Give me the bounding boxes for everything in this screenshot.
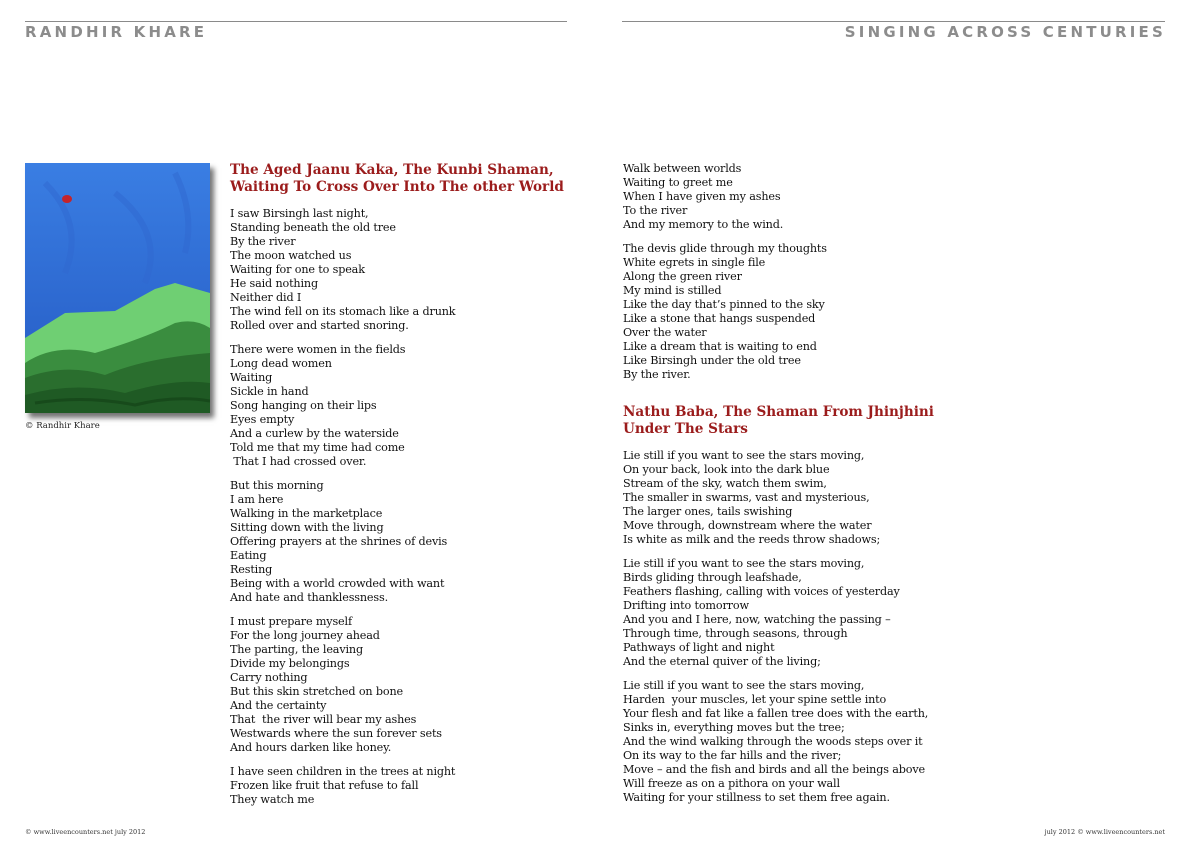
poem-line: I must prepare myself [230,615,352,628]
poem-line: And hate and thanklessness. [230,591,388,604]
poem-line: But this morning [230,479,324,492]
stanza [230,615,600,755]
poem-line: Over the water [623,326,707,339]
stanza [230,207,600,333]
poem-line: The parting, the leaving [230,643,363,656]
poem-line: And the certainty [230,699,327,712]
poem-line: To the river [623,204,688,217]
poem-line: They watch me [230,793,315,806]
poem-line: Westwards where the sun forever sets [230,727,442,740]
poem-line: Offering prayers at the shrines of devis [230,535,448,548]
poem2-body [623,449,1183,805]
author-header: RANDHIR KHARE [25,23,208,41]
poem-line: White egrets in single file [623,256,766,269]
section-header: SINGING ACROSS CENTURIES [844,23,1166,41]
poem1-column [230,162,600,817]
poem-line: Waiting for one to speak [230,263,365,276]
stanza [230,479,600,605]
poem-line: Sinks in, everything moves but the tree; [623,721,845,734]
stanza [623,679,1183,805]
poem-line: Being with a world crowded with want [230,577,445,590]
poem-line: Harden your muscles, let your spine settle into [623,693,887,706]
poem-line: I saw Birsingh last night, [230,207,369,220]
poem-line: And you and I here, now, watching the passing – [623,613,891,626]
poem-line: Standing beneath the old tree [230,221,396,234]
poem1-title-line: Waiting To Cross Over Into The other World [230,179,564,195]
footer-right: july 2012 © www.liveencounters.net [1044,828,1165,836]
poem-line: Eyes empty [230,413,295,426]
poem-line: Drifting into tomorrow [623,599,749,612]
stanza [230,765,600,807]
poem-line: Move – and the fish and birds and all the beings above [623,763,925,776]
poem-line: By the river. [623,368,691,381]
poem-line: Like the day that’s pinned to the sky [623,298,825,311]
poem-line: He said nothing [230,277,318,290]
poem-line: Divide my belongings [230,657,350,670]
stanza [623,449,1183,547]
poem-line: Long dead women [230,357,332,370]
poem-line: Pathways of light and night [623,641,775,654]
poem-line: I am here [230,493,284,506]
right-column [623,162,1183,815]
poem-line: And the eternal quiver of the living; [623,655,821,668]
poem-line: For the long journey ahead [230,629,380,642]
poem-line: Told me that my time had come [230,441,405,454]
poem-line: The devis glide through my thoughts [623,242,827,255]
footer-left: © www.liveencounters.net july 2012 [25,828,146,836]
poem-line: Lie still if you want to see the stars moving, [623,449,865,462]
poem-line: Stream of the sky, watch them swim, [623,477,827,490]
poem-line: Carry nothing [230,671,308,684]
poem-line: Resting [230,563,273,576]
poem-line: Will freeze as on a pithora on your wall [623,777,840,790]
stanza [623,162,1183,232]
poem-line: My mind is stilled [623,284,722,297]
poem-line: Waiting for your stillness to set them free again. [623,791,890,804]
poem2-title-line: Under The Stars [623,421,748,437]
stanza [623,242,1183,382]
poem-line: Walk between worlds [623,162,742,175]
poem-line: Lie still if you want to see the stars moving, [623,557,865,570]
poem-line: Birds gliding through leafshade, [623,571,802,584]
poem-line: Like a stone that hangs suspended [623,312,816,325]
poem-line: I have seen children in the trees at night [230,765,456,778]
poem-line: The larger ones, tails swishing [623,505,793,518]
poem-line: Move through, downstream where the water [623,519,872,532]
poem-line: The wind fell on its stomach like a drunk [230,305,456,318]
stanza [623,557,1183,669]
painting-caption: © Randhir Khare [25,421,100,431]
poem-line: Frozen like fruit that refuse to fall [230,779,419,792]
poem-line: The smaller in swarms, vast and mysterious, [623,491,870,504]
poem-line: That I had crossed over. [230,455,367,468]
poem-line: Waiting [230,371,273,384]
poem1-continued [623,162,1183,382]
poem1-title-line: The Aged Jaanu Kaka, The Kunbi Shaman, [230,162,554,178]
poem-line: Sitting down with the living [230,521,384,534]
poem-line: Your flesh and fat like a fallen tree does with the earth, [623,707,929,720]
poem-line: That the river will bear my ashes [230,713,417,726]
poem2-title [623,404,1183,438]
stanza [230,343,600,469]
poem-line: There were women in the fields [230,343,406,356]
poem-line: The moon watched us [230,249,352,262]
poem-line: Waiting to greet me [623,176,733,189]
header-rule-right [622,21,1165,22]
poem-line: Like a dream that is waiting to end [623,340,817,353]
poem-line: Sickle in hand [230,385,309,398]
poem-line: Like Birsingh under the old tree [623,354,801,367]
poem-line: Rolled over and started snoring. [230,319,409,332]
poem1-title [230,162,600,196]
poem-line: When I have given my ashes [623,190,781,203]
poem-line: Walking in the marketplace [230,507,383,520]
poem-line: Along the green river [623,270,742,283]
painting-image [25,163,210,413]
painting-artwork [25,163,210,413]
poem-line: Eating [230,549,267,562]
painting-moon [62,195,72,203]
poem1-body [230,207,600,807]
poem2-title-line: Nathu Baba, The Shaman From Jhinjhini [623,404,934,420]
poem-line: And a curlew by the waterside [230,427,399,440]
poem-line: And the wind walking through the woods steps over it [623,735,923,748]
poem-line: By the river [230,235,296,248]
poem-line: On your back, look into the dark blue [623,463,830,476]
header-rule-left [25,21,567,22]
poem-line: Song hanging on their lips [230,399,377,412]
poem-line: Feathers flashing, calling with voices of yesterday [623,585,900,598]
poem-line: Through time, through seasons, through [623,627,848,640]
poem-line: And hours darken like honey. [230,741,392,754]
poem-line: And my memory to the wind. [623,218,784,231]
poem-line: On its way to the far hills and the river; [623,749,842,762]
poem-line: Neither did I [230,291,302,304]
poem-line: Lie still if you want to see the stars moving, [623,679,865,692]
poem-line: But this skin stretched on bone [230,685,403,698]
poem-line: Is white as milk and the reeds throw shadows; [623,533,881,546]
